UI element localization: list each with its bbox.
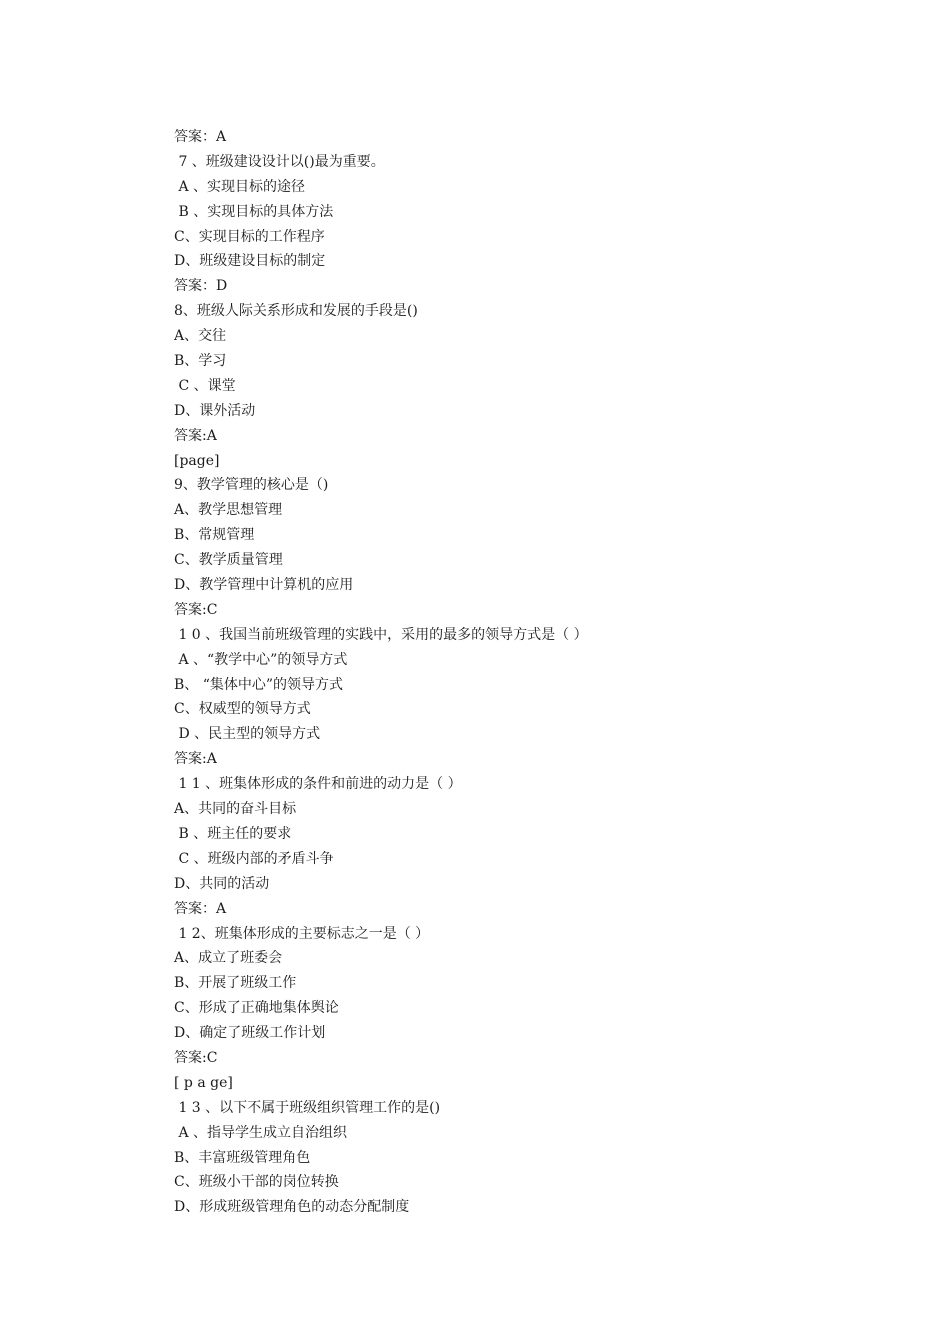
text-line: D、班级建设目标的制定 <box>174 253 326 270</box>
text-line: C、实现目标的工作程序 <box>174 228 325 245</box>
text-line: D 、民主型的领导方式 <box>174 726 321 743</box>
text-line: [ p a ge] <box>174 1074 233 1091</box>
text-line: A 、“教学中心”的领导方式 <box>174 651 348 668</box>
text-line: 1 3 、以下不属于班级组织管理工作的是() <box>174 1099 441 1116</box>
text-line: A 、实现目标的途径 <box>174 178 306 195</box>
text-line: B、丰富班级管理角色 <box>174 1149 311 1166</box>
text-line: [page] <box>174 452 220 469</box>
text-line: B、常规管理 <box>174 527 255 544</box>
text-line: 9、教学管理的核心是（) <box>174 477 329 494</box>
text-line: C、权威型的领导方式 <box>174 701 311 718</box>
text-line: A 、指导学生成立自治组织 <box>174 1124 348 1141</box>
document-body <box>174 125 814 1220</box>
text-line: A、共同的奋斗目标 <box>174 801 297 818</box>
text-line: 1 2、班集体形成的主要标志之一是（ ） <box>174 925 430 942</box>
text-line: D、形成班级管理角色的动态分配制度 <box>174 1199 410 1216</box>
text-line: A、交往 <box>174 328 227 345</box>
text-line: 答案：A <box>174 129 227 145</box>
text-line: C、班级小干部的岗位转换 <box>174 1174 339 1191</box>
text-line: A、成立了班委会 <box>174 950 283 967</box>
text-line: C、形成了正确地集体舆论 <box>174 1000 339 1017</box>
text-line: D、课外活动 <box>174 402 256 419</box>
text-line: 答案:A <box>174 427 217 444</box>
text-line: B、 “集体中心”的领导方式 <box>174 676 344 693</box>
text-line: C、教学质量管理 <box>174 552 283 569</box>
text-line: C 、课堂 <box>174 377 236 394</box>
text-line: D、教学管理中计算机的应用 <box>174 577 354 594</box>
text-line: B、开展了班级工作 <box>174 975 297 992</box>
text-line: 答案：A <box>174 900 227 917</box>
text-line: 8、班级人际关系形成和发展的手段是() <box>174 303 418 320</box>
text-line: A、教学思想管理 <box>174 502 283 519</box>
text-line: C 、班级内部的矛盾斗争 <box>174 850 334 867</box>
text-line: D、确定了班级工作计划 <box>174 1025 326 1042</box>
text-line: B 、实现目标的具体方法 <box>174 203 334 220</box>
text-line: 答案:A <box>174 751 217 768</box>
text-line: B、学习 <box>174 353 227 370</box>
text-line: D、共同的活动 <box>174 875 270 892</box>
text-line: 7 、班级建设设计以()最为重要。 <box>174 153 385 170</box>
text-line: 答案:C <box>174 1049 218 1066</box>
text-line: 1 0 、我国当前班级管理的实践中，采用的最多的领导方式是（ ） <box>174 626 588 643</box>
text-line: 答案:C <box>174 601 218 618</box>
text-line: 1 1 、班集体形成的条件和前进的动力是（ ） <box>174 776 462 793</box>
text-line: 答案：D <box>174 278 228 295</box>
text-line: B 、班主任的要求 <box>174 825 292 842</box>
